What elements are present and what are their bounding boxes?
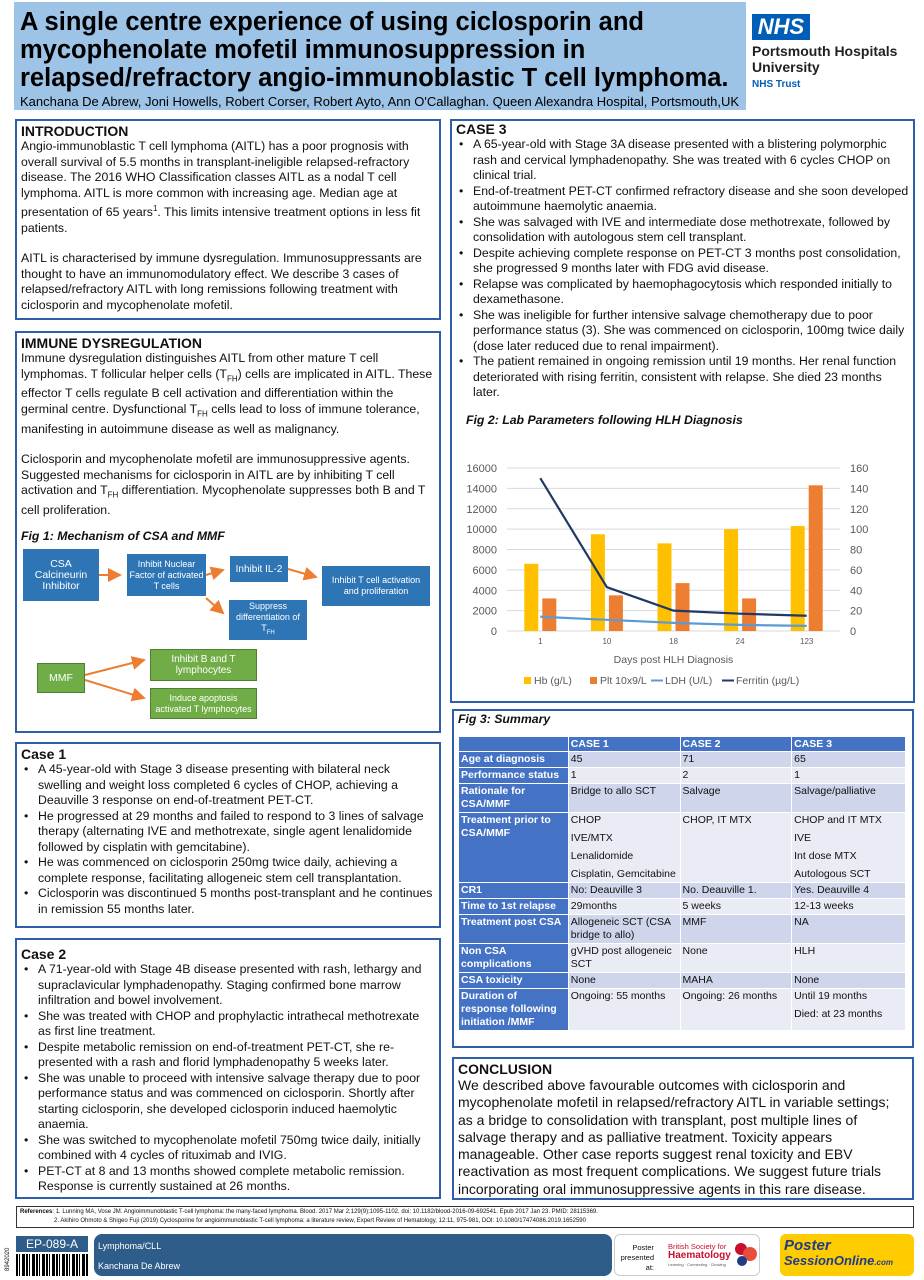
summary-cell-line: NA	[794, 916, 809, 928]
case3-item: • Despite achieving complete response on PET-CT 3 months post consolidation, she progressed 9 months later with FDG avid disease.	[456, 246, 909, 277]
summary-table	[458, 736, 906, 1031]
case2-item: • She was switched to mycophenolate mofetil 750mg twice daily, initially combined with 4 cycles of rituximab and IVIG.	[21, 1133, 435, 1164]
summary-row-label: Treatment post CSA	[459, 915, 569, 944]
summary-cell-line: MMF	[682, 916, 707, 928]
case2-item: • PET-CT at 8 and 13 months showed complete metabolic remission. Response is currently sustained at 26 months.	[21, 1164, 435, 1195]
series-line	[540, 617, 806, 626]
summary-cell-line: Allogeneic SCT (CSA bridge to allo)	[570, 916, 671, 941]
authors: Kanchana De Abrew, Joni Howells, Robert Corser, Robert Ayto, Ann O'Callaghan. Queen Alexandra Hospital, Portsmouth,UK	[20, 94, 740, 109]
flow-suppress-tfh: Suppress differentiation of $T_{FH}$	[229, 600, 307, 640]
summary-row	[459, 813, 906, 883]
case1-section	[15, 742, 441, 928]
flow-inhibit-il2: Inhibit IL-2	[230, 556, 288, 582]
summary-row-label: Rationale for CSA/MMF	[459, 784, 569, 813]
flow-inhibit-nf: Inhibit Nuclear Factor of activated T cells	[127, 554, 206, 596]
summary-row	[459, 899, 906, 915]
case2-item: • She was unable to proceed with intensive salvage therapy due to poor performance status and was commenced on ciclosporin. Shortly after starting ciclosporin, she developed ciclosporin induced haemolytic anaemia.	[21, 1071, 435, 1133]
summary-cell-line: Autologous SCT	[794, 868, 871, 880]
left-tick-label: 10000	[466, 524, 497, 537]
case3-item: • She was salvaged with IVE and intermediate dose methotrexate, followed by consolidation with autologous stem cell transplant.	[456, 215, 909, 246]
x-tick-label: 18	[669, 637, 678, 646]
summary-cell	[680, 784, 792, 813]
summary-cell-line: Cisplatin, Gemcitabine	[570, 868, 676, 880]
summary-cell	[792, 989, 906, 1031]
left-tick-label: 2000	[472, 605, 497, 618]
summary-cell-line: 5 weeks	[682, 900, 722, 912]
bar	[542, 598, 556, 631]
summary-cell	[568, 784, 680, 813]
hospital-name: Portsmouth Hospitals University	[752, 43, 898, 75]
summary-row-label: Non CSA complications	[459, 944, 569, 973]
summary-row-label: Treatment prior to CSA/MMF	[459, 813, 569, 883]
summary-cell-line: No. Deauville 1.	[682, 884, 757, 896]
summary-cell	[792, 944, 906, 973]
summary-cell-line: 1	[794, 769, 800, 781]
left-tick-label: 0	[490, 626, 497, 638]
summary-cell-line: Lenalidomide	[570, 850, 634, 862]
summary-cell-line: CHOP	[570, 814, 602, 826]
presented-label: Poster presented at:	[620, 1243, 654, 1272]
right-tick-label: 20	[850, 605, 863, 618]
right-tick-label: 100	[850, 524, 869, 537]
left-tick-label: 14000	[466, 483, 497, 496]
summary-cell	[680, 915, 792, 944]
x-tick-label: 24	[735, 637, 745, 646]
left-tick-label: 8000	[472, 544, 497, 557]
summary-row-label: Performance status	[459, 768, 569, 784]
summary-cell-line: Bridge to allo SCT	[570, 785, 657, 797]
case3-item: • She was ineligible for further intensive salvage chemotherapy due to poor performance status (3). She was commenced on ciclosporin, 100mg twice daily (dose later reduced due to renal impairment).	[456, 308, 909, 355]
case1-item: • He was commenced on ciclosporin 250mg twice daily, achieving a complete response, facilitating allogeneic stem cell transplantation.	[21, 855, 435, 886]
summary-row-label: CSA toxicity	[459, 973, 569, 989]
summary-row	[459, 915, 906, 944]
summary-cell-line: 12-13 weeks	[794, 900, 854, 912]
right-tick-label: 40	[850, 585, 863, 598]
summary-cell-line: Salvage	[682, 785, 721, 797]
case1-item: • He progressed at 29 months and failed to respond to 3 lines of salvage therapy (alternating IVE and methotrexate, single agent lenalidomide followed by cisplatin with gemcitabine).	[21, 809, 435, 856]
summary-cell	[792, 752, 906, 768]
side-id: 8942020	[5, 1247, 11, 1271]
summary-cell-line: 65	[794, 753, 806, 765]
summary-cell	[792, 915, 906, 944]
bar	[609, 595, 623, 631]
summary-column-header: CASE 2	[680, 737, 792, 752]
case1-item: • A 45-year-old with Stage 3 disease presenting with bilateral neck swelling and weight loss completed 6 cycles of CHOP, achieving a Deauville 3 response on end-of-treatment PET-CT.	[21, 762, 435, 809]
case2-item: • She was treated with CHOP and prophylactic intrathecal methotrexate as first line treatment.	[21, 1009, 435, 1040]
case3-item: • End-of-treatment PET-CT confirmed refractory disease and she soon developed autoimmune haemolytic anaemia.	[456, 184, 909, 215]
left-tick-label: 4000	[472, 585, 497, 598]
summary-cell	[568, 944, 680, 973]
flow-inhibit-tcell: Inhibit T cell activation and proliferation	[322, 566, 430, 606]
summary-cell-line: CHOP and IT MTX	[794, 814, 882, 826]
summary-cell	[680, 752, 792, 768]
summary-cell-line: Died: at 23 months	[794, 1008, 883, 1020]
conclusion-section	[452, 1057, 914, 1200]
summary-cell-line: Salvage/palliative	[794, 785, 876, 797]
introduction-paragraph-1: Angio-immunoblastic T cell lymphoma (AITL) has a poor prognosis with overall survival of 5.5 months in transplant-ineligible relapsed-refractory disease. The 2016 WHO Classification classes AITL as a nodal T cell lymphoma. AITL is more common with increasing age. Median age at presentation of 65 years$^1$. This limits intensive treatment options in less fit patients.	[21, 139, 421, 235]
right-tick-label: 0	[850, 626, 857, 638]
flow-csa: CSA Calcineurin Inhibitor	[23, 549, 99, 601]
case2-list	[21, 962, 435, 1195]
summary-cell	[568, 768, 680, 784]
case2-section	[15, 938, 441, 1199]
references: References: 1. Lunning MA, Vose JM. Angioimmunoblastic T-cell lymphoma: the many-faced lymphoma. Blood. 2017 Mar 2;129(9):1095-1102. doi: 10.1182/blood-2016-09-692541. Epub 2017 Jan 23. PMID: 28115369. 2. Akihiro Ohmoto & Shigeo Fuji (2019) Cyclosporine for angioimmunoblastic T-cell lymphoma: a literature review, Expert Review of Hematology, 12:11, 975-981, DOI: 10.1080/17474086.2019.1652590	[16, 1206, 914, 1228]
summary-row	[459, 944, 906, 973]
summary-row-label: CR1	[459, 883, 569, 899]
right-tick-label: 80	[850, 544, 863, 557]
legend-label: Plt 10x9/L	[600, 675, 647, 687]
summary-cell-line: 71	[682, 753, 695, 765]
bar	[591, 534, 605, 631]
summary-cell-line: Ongoing: 55 months	[570, 990, 666, 1002]
summary-cell	[680, 973, 792, 989]
summary-cell-line: MAHA	[682, 974, 713, 986]
case2-item: • A 71-year-old with Stage 4B disease presented with rash, lethargy and supraclavicular lymphadenopathy. Staging confirmed bone marrow infiltration and bowel involvement.	[21, 962, 435, 1009]
pso-logo: Poster SessionOnline.com	[784, 1237, 893, 1268]
summary-cell-line: No: Deauville 3	[570, 884, 642, 896]
summary-row-label: Time to 1st relapse	[459, 899, 569, 915]
summary-cell	[680, 768, 792, 784]
summary-row-label: Duration of response following initiation /MMF	[459, 989, 569, 1031]
fig1-title: Fig 1: Mechanism of CSA and MMF	[21, 528, 225, 543]
bsh-logo: British Society for Haematology Learning · Connecting · Growing	[668, 1242, 731, 1267]
case3-heading: CASE 3	[456, 121, 507, 137]
bar	[524, 564, 538, 631]
case3-item: • The patient remained in ongoing remission until 19 months. Her renal function deteriorated with rising ferritin, consistent with relapse. She died 23 months later.	[456, 354, 909, 401]
summary-cell-line: None	[682, 945, 708, 957]
nhs-logo: NHS	[752, 14, 810, 40]
footer-category: Lymphoma/CLL	[98, 1241, 162, 1251]
summary-cell-line: 1	[570, 769, 577, 781]
introduction-heading: INTRODUCTION	[21, 123, 129, 139]
footer-author: Kanchana De Abrew	[98, 1261, 181, 1271]
case3-item: • A 65-year-old with Stage 3A disease presented with a blistering polymorphic rash and cervical lymphadenopathy. She was treated with 6 cycles CHOP on clinical trial.	[456, 137, 909, 184]
fig2-title: Fig 2: Lab Parameters following HLH Diagnosis	[466, 412, 743, 427]
summary-section	[452, 709, 914, 1048]
summary-cell-line: None	[570, 974, 596, 986]
summary-cell-line: HLH	[794, 945, 816, 957]
bar	[658, 543, 672, 631]
summary-cell	[568, 973, 680, 989]
summary-cell	[792, 973, 906, 989]
summary-row	[459, 973, 906, 989]
summary-cell-line: gVHD post allogeneic SCT	[570, 945, 672, 970]
footer-code: EP-089-A	[16, 1236, 88, 1252]
left-tick-label: 6000	[472, 564, 497, 577]
summary-cell	[792, 784, 906, 813]
legend-swatch	[590, 677, 597, 684]
case1-heading: Case 1	[21, 746, 67, 762]
summary-row	[459, 768, 906, 784]
series-line	[540, 478, 806, 616]
summary-corner	[459, 737, 569, 752]
summary-cell-line: IVE	[794, 832, 812, 844]
trust-name: NHS Trust	[752, 79, 801, 90]
summary-cell	[568, 752, 680, 768]
legend-label: LDH (U/L)	[665, 675, 713, 687]
flow-apoptosis: Induce apoptosis activated T lymphocytes	[150, 688, 257, 719]
summary-cell	[568, 989, 680, 1031]
summary-cell	[680, 989, 792, 1031]
right-tick-label: 160	[850, 463, 869, 475]
summary-cell-line: 29months	[570, 900, 617, 912]
summary-row	[459, 883, 906, 899]
case3-list	[456, 137, 909, 401]
x-axis-label: Days post HLH Diagnosis	[613, 654, 734, 666]
summary-cell	[792, 899, 906, 915]
summary-cell-line: Ongoing: 26 months	[682, 990, 778, 1002]
summary-column-header: CASE 1	[568, 737, 680, 752]
case1-list	[21, 762, 435, 917]
summary-row-label: Age at diagnosis	[459, 752, 569, 768]
case2-item: • Despite metabolic remission on end-of-treatment PET-CT, she re-presented with a rash and florid lymphadenopathy 5 weeks later.	[21, 1040, 435, 1071]
summary-cell	[680, 883, 792, 899]
summary-cell	[680, 899, 792, 915]
flow-mmf: MMF	[37, 663, 85, 693]
legend-swatch	[524, 677, 531, 684]
bsh-emblem-icon	[733, 1240, 759, 1268]
x-tick-label: 10	[602, 637, 612, 646]
summary-cell-line: None	[794, 974, 820, 986]
barcode	[16, 1254, 88, 1276]
summary-row	[459, 784, 906, 813]
summary-cell	[680, 813, 792, 883]
summary-cell-line: CHOP, IT MTX	[682, 814, 752, 826]
immune-heading: IMMUNE DYSREGULATION	[21, 335, 202, 351]
x-tick-label: 1	[538, 637, 543, 646]
conclusion-text: We described above favourable outcomes with ciclosporin and mycophenolate mofetil in relapsed/refractory AITL in variable settings; as a bridge to consolidation with transplant, post multiple lines of salvage therapy and as palliative treatment. Toxicity appears manageable. Other case reports suggest renal toxicity and EBV reactivation as most frequent complications. We suggest future trials incorporating oral immunosuppressive agents in this rare disease.	[458, 1077, 890, 1197]
case1-item: • Ciclosporin was discontinued 5 months post-transplant and he continues in remission 55 months later.	[21, 886, 435, 917]
legend-label: Hb (g/L)	[534, 675, 572, 687]
right-tick-label: 60	[850, 564, 863, 577]
summary-cell	[568, 915, 680, 944]
summary-cell-line: Yes. Deauville 4	[794, 884, 870, 896]
summary-cell	[680, 944, 792, 973]
summary-cell	[792, 883, 906, 899]
right-tick-label: 120	[850, 503, 869, 516]
summary-cell	[792, 768, 906, 784]
poster-title: A single centre experience of using ciclosporin and mycophenolate mofetil immunosuppression in relapsed/refractory angio-immunoblastic T cell lymphoma.	[20, 8, 729, 92]
summary-column-header: CASE 3	[792, 737, 906, 752]
summary-row	[459, 989, 906, 1031]
summary-row	[459, 752, 906, 768]
case2-heading: Case 2	[21, 946, 67, 962]
fig2-chart	[452, 455, 912, 700]
legend-label: Ferritin (µg/L)	[736, 675, 800, 687]
bar	[809, 485, 823, 631]
summary-cell-line: IVE/MTX	[570, 832, 613, 844]
fig3-title: Fig 3: Summary	[458, 712, 551, 726]
case3-item: • Relapse was complicated by haemophagocytosis which responded initially to dexamethasone.	[456, 277, 909, 308]
summary-cell-line: 45	[570, 753, 583, 765]
immune-paragraph-2: Ciclosporin and mycophenolate mofetil are immunosuppressive agents. Suggested mechanisms for ciclosporin in AITL are by inhibiting T cell activation and $T_{FH}$ differentiation. Mycophenolate suppresses both B and T cell proliferation.	[21, 452, 426, 518]
right-tick-label: 140	[850, 483, 869, 496]
summary-cell	[568, 899, 680, 915]
summary-cell	[792, 813, 906, 883]
x-tick-label: 123	[800, 637, 814, 646]
left-tick-label: 12000	[466, 503, 497, 516]
summary-cell	[568, 813, 680, 883]
summary-cell	[568, 883, 680, 899]
summary-cell-line: 2	[682, 769, 689, 781]
summary-cell-line: Until 19 months	[794, 990, 868, 1002]
summary-cell-line: Int dose MTX	[794, 850, 857, 862]
left-tick-label: 16000	[466, 463, 497, 475]
bar	[724, 529, 738, 631]
introduction-paragraph-2: AITL is characterised by immune dysregulation. Immunosuppressants are thought to have an immunomodulatory effect. We describe 3 cases of relapsed/refractory AITL with long remissions following treatment with ciclosporin and mycophenolate mofetil.	[21, 251, 422, 312]
flow-inhibit-bt: Inhibit B and T lymphocytes	[150, 649, 257, 681]
immune-paragraph-1: Immune dysregulation distinguishes AITL from other mature T cell lymphomas. T follicular helper cells $(T_{FH})$ cells are implicated in AITL. These effector T cells regulate B cell activation and differentiation within the germinal centre. Dysfunctional $T_{FH}$ cells lead to loss of immune tolerance, manifesting in autoimmune disease as well as malignancy.	[21, 351, 433, 436]
conclusion-heading: CONCLUSION	[458, 1061, 553, 1077]
